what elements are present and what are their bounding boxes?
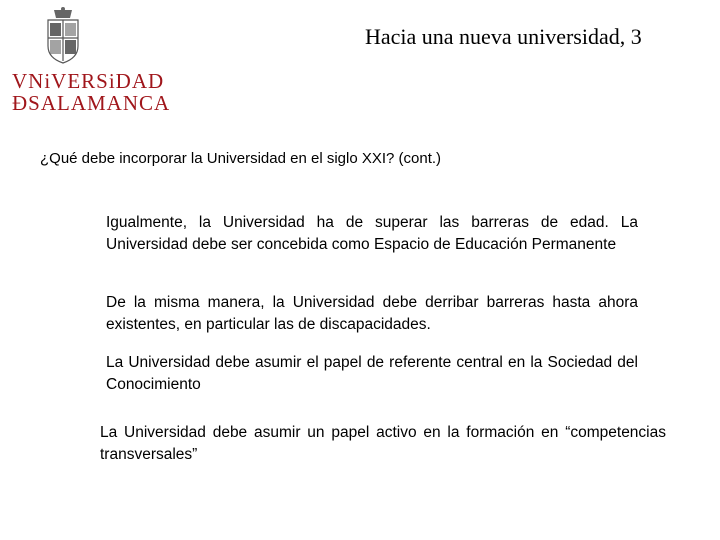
university-seal-icon: [40, 6, 86, 66]
paragraph-1: Igualmente, la Universidad ha de superar las barreras de edad. La Universidad debe ser concebida como Espacio de Educación Permanente: [106, 214, 638, 253]
logo-line-1: VNiVERSiDAD: [12, 69, 165, 93]
paragraph-4: La Universidad debe asumir un papel activo en la formación en “competencias transversales”: [100, 424, 666, 463]
slide-title: Hacia una nueva universidad, 3: [365, 24, 642, 49]
paragraph-3: La Universidad debe asumir el papel de referente central en la Sociedad del Conocimiento: [106, 354, 638, 393]
university-logo: [12, 70, 170, 114]
logo-line-2: ÐSALAMANCA: [12, 91, 171, 115]
section-heading: ¿Qué debe incorporar la Universidad en el siglo XXI? (cont.): [40, 150, 442, 167]
paragraph-2: De la misma manera, la Universidad debe derribar barreras hasta ahora existentes, en particular las de discapacidades.: [106, 294, 638, 333]
